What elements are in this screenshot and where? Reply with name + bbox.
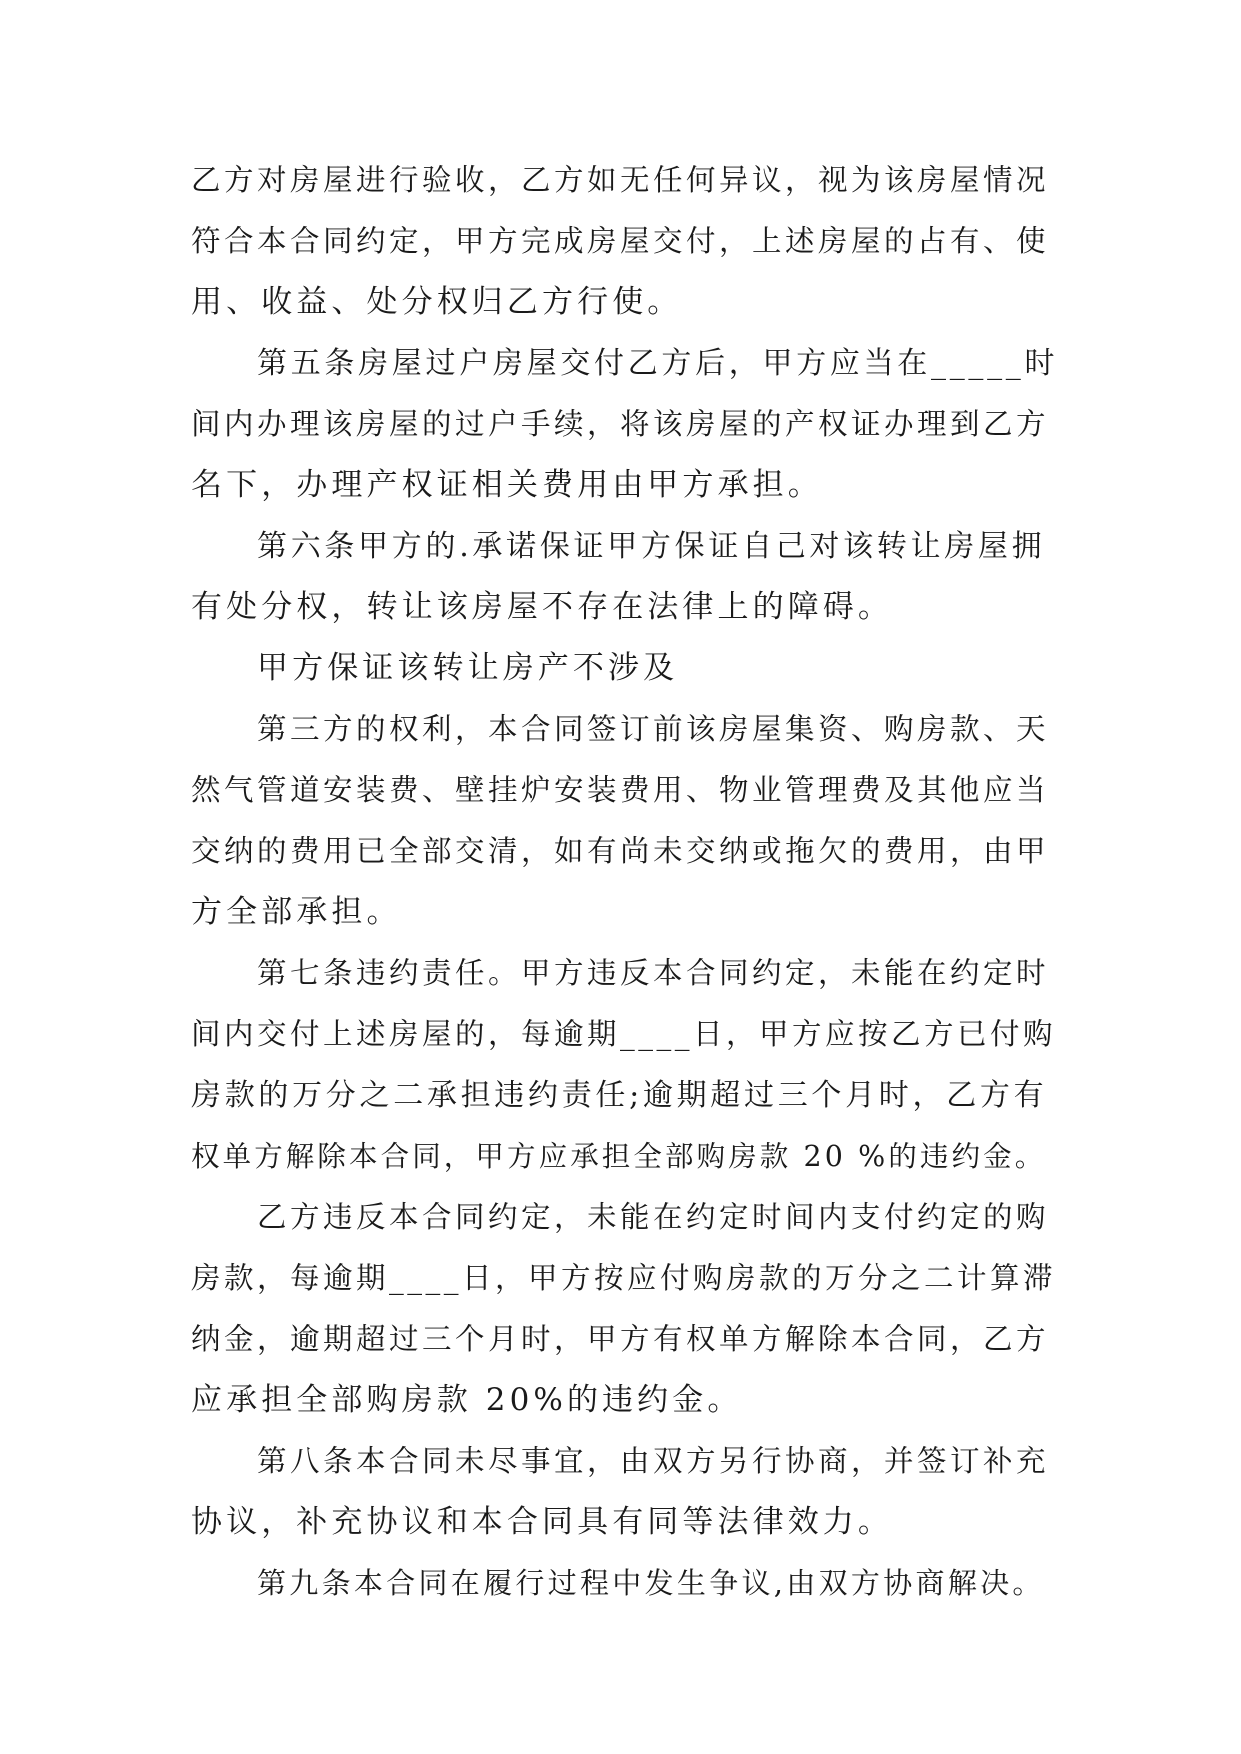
text-line: 房款的万分之二承担违约责任;逾期超过三个月时，乙方有	[191, 1078, 1048, 1113]
text-line: 用、收益、处分权归乙方行使。	[191, 284, 683, 320]
text-line: 房款，每逾期____日，甲方按应付购房款的万分之二计算滞	[191, 1261, 1057, 1295]
text-line: 协议，补充协议和本合同具有同等法律效力。	[191, 1504, 893, 1540]
text-line: 然气管道安装费、壁挂炉安装费用、物业管理费及其他应当	[191, 773, 1050, 807]
text-line: 名下，办理产权证相关费用由甲方承担。	[191, 467, 823, 503]
article-5-line: 第五条房屋过户房屋交付乙方后，甲方应当在_____时	[257, 346, 1059, 381]
article-6-line: 第六条甲方的.承诺保证甲方保证自己对该转让房屋拥	[257, 529, 1046, 564]
text-line: 权单方解除本合同，甲方应承担全部购房款 20 %的违约金。	[191, 1140, 1047, 1173]
text-line: 符合本合同约定，甲方完成房屋交付，上述房屋的占有、使	[191, 224, 1050, 258]
paragraph-line: 第三方的权利，本合同签订前该房屋集资、购房款、天	[257, 712, 1050, 746]
paragraph-line: 甲方保证该转让房产不涉及	[257, 650, 679, 686]
text-line: 应承担全部购房款 20%的违约金。	[191, 1382, 743, 1418]
text-line: 方全部承担。	[191, 894, 402, 930]
article-9-line: 第九条本合同在履行过程中发生争议,由双方协商解决。	[257, 1566, 1045, 1600]
text-line: 间内交付上述房屋的，每逾期____日，甲方应按乙方已付购	[191, 1017, 1057, 1051]
article-8-line: 第八条本合同未尽事宜，由双方另行协商，并签订补充	[257, 1444, 1050, 1478]
paragraph-line: 乙方违反本合同约定，未能在约定时间内支付约定的购	[257, 1200, 1050, 1234]
text-line: 乙方对房屋进行验收，乙方如无任何异议，视为该房屋情况	[191, 163, 1050, 197]
text-line: 纳金，逾期超过三个月时，甲方有权单方解除本合同，乙方	[191, 1322, 1050, 1356]
contract-text	[191, 150, 1061, 1614]
text-line: 有处分权，转让该房屋不存在法律上的障碍。	[191, 589, 893, 625]
article-7-line: 第七条违约责任。甲方违反本合同约定，未能在约定时	[257, 956, 1050, 990]
text-line: 交纳的费用已全部交清，如有尚未交纳或拖欠的费用，由甲	[191, 834, 1050, 868]
text-line: 间内办理该房屋的过户手续，将该房屋的产权证办理到乙方	[191, 407, 1050, 441]
